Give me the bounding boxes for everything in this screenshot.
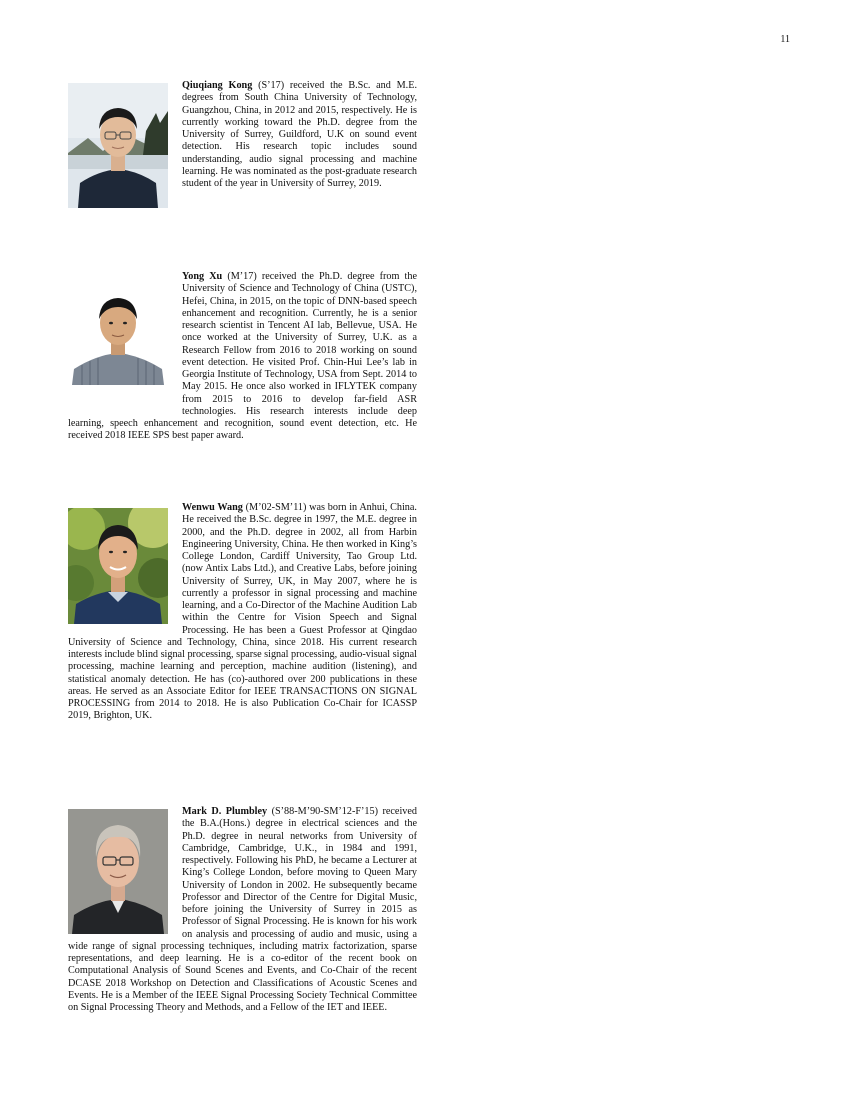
author-name: Yong Xu — [182, 271, 223, 282]
author-photo-kong — [68, 83, 168, 208]
author-photo-xu — [68, 285, 168, 410]
author-name: Mark D. Plumbley — [182, 806, 268, 817]
author-bio-text: (S’17) received the B.Sc. and M.E. degrees from South China University of Technology, Guangzhou, China, in 2012 and 2015, respectively. He is currently working toward the Ph.D. degree from the University of Surrey, Guildford, U.K on sound event detection. His research topic includes sound understanding, audio signal processing and machine learning. He was nominated as the post-graduate research student of the year in University of Surrey, 2019. — [182, 80, 417, 189]
author-photo-wang — [68, 508, 168, 624]
author-bio-kong — [68, 80, 417, 214]
page-number: 11 — [780, 34, 790, 45]
author-name: Qiuqiang Kong — [182, 80, 253, 91]
author-bio-text: (M’02-SM’11) was born in Anhui, China. He received the B.Sc. degree in 1997, the M.E. degree in 2000, and the Ph.D. degree in 2002, all from Harbin Engineering University, China. He then worked in King’s College London, Cardiff University, Tao Group Ltd. (now Antix Labs Ltd.), and Creative Labs, before joining University of Surrey, UK, in May 2007, where he is currently a professor in signal processing and machine learning, and a Co-Director of the Machine Audition Lab within the Centre for Vision Speech and Signal Processing. He has been a Guest Professor at Qingdao University of Science and Technology, China, since 2018. His current research interests include blind signal processing, sparse signal processing, audio-visual signal processing, machine learning and perception, machine audition (listening), and statistical anomaly detection. He has (co)-authored over 200 publications in these areas. He served as an Associate Editor for IEEE TRANSACTIONS ON SIGNAL PROCESSING from 2014 to 2018. He is also Publication Co-Chair for ICASSP 2019, Brighton, UK. — [68, 502, 417, 722]
author-photo-plumbley — [68, 809, 168, 934]
author-bio-text: (M’17) received the Ph.D. degree from the University of Science and Technology of China (USTC), Hefei, China, in 2015, on the topic of DNN-based speech enhancement and recognition. Currently, he is a senior research scientist in Tencent AI lab, Bellevue, USA. He once worked at the University of Surrey, U.K. as a Research Fellow from 2016 to 2018 working on sound event detection. He visited Prof. Chin-Hui Lee’s lab in Georgia Institute of Technology, USA from Sept. 2014 to May 2015. He once also worked in IFLYTEK company from 2015 to 2016 to develop far-field ASR technologies. His research interests include deep learning, speech enhancement and recognition, sound event detection, etc. He received 2018 IEEE SPS best paper award. — [68, 271, 417, 442]
author-bio-plumbley — [68, 806, 417, 1014]
author-bio-text: (S’88-M’90-SM’12-F’15) received the B.A.(Hons.) degree in electrical sciences and the Ph.D. degree in neural networks from University of Cambridge, Cambridge, U.K., in 1984 and 1991, respectively. Following his PhD, he became a Lecturer at King’s College London, before moving to Queen Mary University of London in 2002. He subsequently became Professor and Director of the Centre for Digital Music, before joining the University of Surrey in 2015 as Professor of Signal Processing. He is known for his work on analysis and processing of audio and music, using a wide range of signal processing techniques, including matrix factorization, sparse representations, and deep learning. He is a co-editor of the recent book on Computational Analysis of Sound Scenes and Events, and Co-Chair of the recent DCASE 2018 Workshop on Detection and Classifications of Acoustic Scenes and Events. He is a Member of the IEEE Signal Processing Society Technical Committee on Signal Processing Theory and Methods, and a Fellow of the IET and IEEE. — [68, 806, 417, 1013]
author-name: Wenwu Wang — [182, 502, 243, 513]
author-bio-wang — [68, 502, 417, 723]
author-bio-xu — [68, 271, 417, 443]
